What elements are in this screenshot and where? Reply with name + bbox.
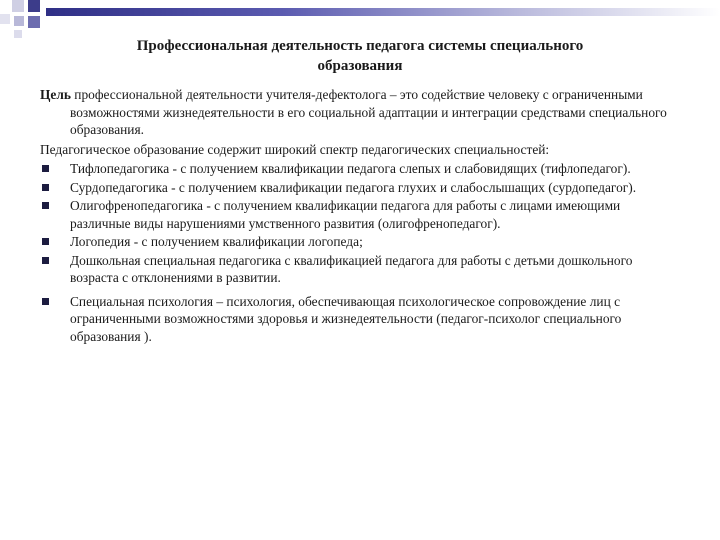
list-item: Специальная психология – психология, обеспечивающая психологическое сопровождение лиц с ограниченными возможностями здоровья и жизнедеятельности (педагог-психолог специального образования ). bbox=[40, 293, 668, 346]
deco-square bbox=[28, 16, 40, 28]
bullet-square-icon bbox=[42, 184, 49, 191]
bullet-square-icon bbox=[42, 257, 49, 264]
intro-paragraph: Педагогическое образование содержит широкий спектр педагогических специальностей: bbox=[40, 141, 550, 157]
goal-paragraph bbox=[40, 86, 668, 139]
specialty-list bbox=[40, 160, 668, 345]
decorative-squares bbox=[0, 0, 60, 40]
list-item: Сурдопедагогика - с получением квалификации педагога глухих и слабослышащих (сурдопедагог). bbox=[40, 179, 668, 197]
list-item: Тифлопедагогика - с получением квалификации педагога слепых и слабовидящих (тифлопедагог). bbox=[40, 160, 668, 178]
bullet-square-icon bbox=[42, 298, 49, 305]
list-item: Дошкольная специальная педагогика с квалификацией педагога для работы с детьми дошкольного возраста с отклонениями в развитии. bbox=[40, 252, 668, 287]
deco-square bbox=[14, 16, 24, 26]
list-item: Логопедия - с получением квалификации логопеда; bbox=[40, 233, 668, 251]
bullet-square-icon bbox=[42, 238, 49, 245]
deco-square bbox=[14, 30, 22, 38]
header-bar bbox=[46, 8, 720, 16]
goal-lead: Цель bbox=[40, 87, 71, 102]
deco-square bbox=[0, 14, 10, 24]
list-item: Олигофренопедагогика - с получением квалификации педагога для работы с лицами имеющими различные виды нарушениями умственного развития (олигофренопедагог). bbox=[40, 197, 668, 232]
title-line-1: Профессиональная деятельность педагога системы специального bbox=[136, 38, 584, 54]
title-line-2: образования bbox=[317, 58, 403, 74]
goal-text: профессиональной деятельности учителя-дефектолога – это содействие человеку с ограниченными возможностями жизнедеятельности в его социальной адаптации и интеграции средствами специального образования. bbox=[70, 87, 667, 137]
page-title bbox=[60, 36, 660, 76]
deco-square bbox=[28, 0, 40, 12]
main-content bbox=[40, 86, 668, 346]
bullet-square-icon bbox=[42, 165, 49, 172]
bullet-square-icon bbox=[42, 202, 49, 209]
deco-square bbox=[12, 0, 24, 12]
